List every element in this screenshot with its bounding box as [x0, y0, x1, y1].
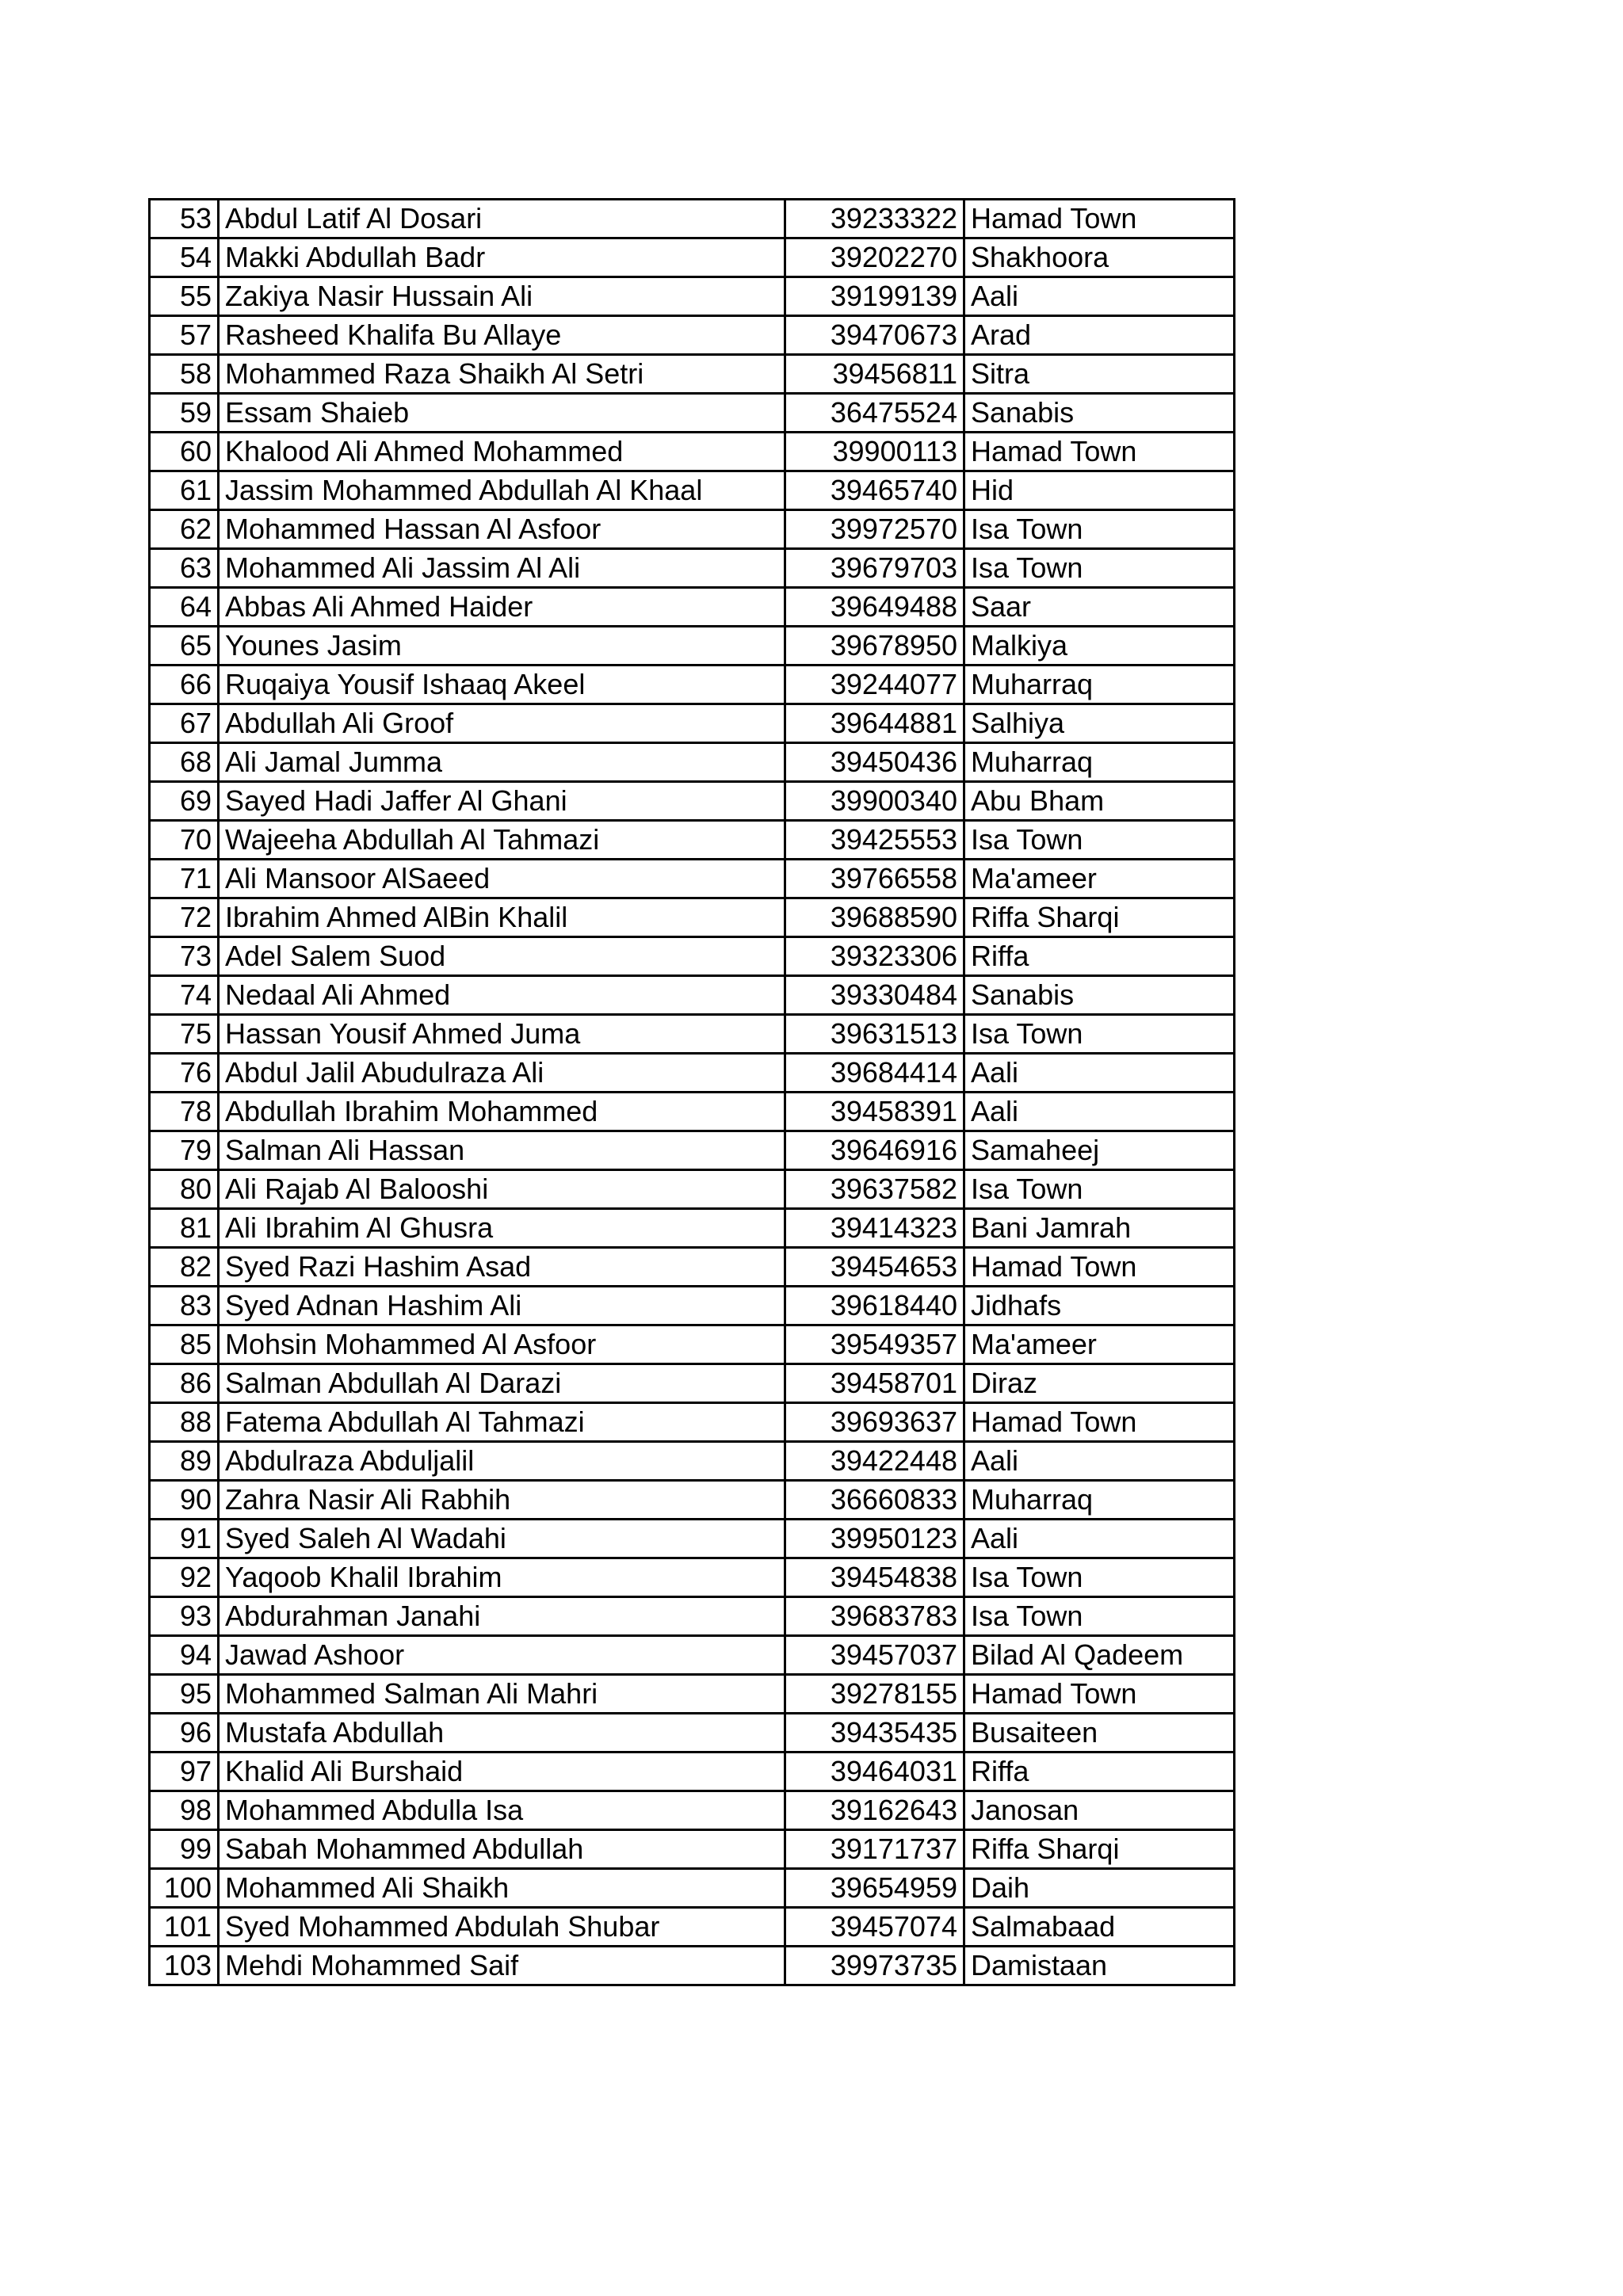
row-number-cell: 66 [150, 666, 219, 704]
name-cell: Jassim Mohammed Abdullah Al Khaal [219, 471, 785, 510]
name-cell: Mehdi Mohammed Saif [219, 1947, 785, 1985]
row-number-cell: 55 [150, 277, 219, 316]
table-row [150, 1753, 1235, 1791]
row-number-cell: 64 [150, 588, 219, 627]
area-cell: Busaiteen [964, 1714, 1235, 1753]
name-cell: Syed Adnan Hashim Ali [219, 1287, 785, 1325]
table-row [150, 1209, 1235, 1248]
table-row [150, 1248, 1235, 1287]
table-row [150, 1170, 1235, 1209]
name-cell: Nedaal Ali Ahmed [219, 976, 785, 1015]
phone-cell: 39644881 [785, 704, 964, 743]
name-cell: Adel Salem Suod [219, 937, 785, 976]
table-row [150, 860, 1235, 898]
row-number-cell: 98 [150, 1791, 219, 1830]
table-row [150, 782, 1235, 821]
name-cell: Mohammed Ali Shaikh [219, 1869, 785, 1908]
row-number-cell: 54 [150, 238, 219, 277]
phone-cell: 39171737 [785, 1830, 964, 1869]
row-number-cell: 58 [150, 355, 219, 394]
name-cell: Syed Saleh Al Wadahi [219, 1520, 785, 1558]
area-cell: Ma'ameer [964, 1325, 1235, 1364]
table-row [150, 433, 1235, 471]
table-row [150, 1636, 1235, 1675]
area-cell: Ma'ameer [964, 860, 1235, 898]
table-row [150, 704, 1235, 743]
row-number-cell: 57 [150, 316, 219, 355]
phone-cell: 39973735 [785, 1947, 964, 1985]
table-row [150, 238, 1235, 277]
area-cell: Hamad Town [964, 200, 1235, 238]
phone-cell: 39678950 [785, 627, 964, 666]
table-row [150, 510, 1235, 549]
name-cell: Mohammed Hassan Al Asfoor [219, 510, 785, 549]
row-number-cell: 74 [150, 976, 219, 1015]
table-row [150, 976, 1235, 1015]
phone-cell: 39202270 [785, 238, 964, 277]
phone-cell: 39618440 [785, 1287, 964, 1325]
table-row [150, 898, 1235, 937]
name-cell: Mohammed Ali Jassim Al Ali [219, 549, 785, 588]
area-cell: Shakhoora [964, 238, 1235, 277]
area-cell: Hamad Town [964, 1675, 1235, 1714]
name-cell: Wajeeha Abdullah Al Tahmazi [219, 821, 785, 860]
row-number-cell: 82 [150, 1248, 219, 1287]
row-number-cell: 62 [150, 510, 219, 549]
table-row [150, 1093, 1235, 1131]
row-number-cell: 72 [150, 898, 219, 937]
name-cell: Rasheed Khalifa Bu Allaye [219, 316, 785, 355]
phone-cell: 39454838 [785, 1558, 964, 1597]
area-cell: Muharraq [964, 1481, 1235, 1520]
table-row [150, 937, 1235, 976]
name-cell: Mustafa Abdullah [219, 1714, 785, 1753]
name-cell: Mohammed Abdulla Isa [219, 1791, 785, 1830]
phone-cell: 39278155 [785, 1675, 964, 1714]
area-cell: Hid [964, 471, 1235, 510]
table-row [150, 1364, 1235, 1403]
phone-cell: 39470673 [785, 316, 964, 355]
contact-list-sheet [148, 198, 1233, 1986]
area-cell: Sanabis [964, 976, 1235, 1015]
table-row [150, 355, 1235, 394]
table-row [150, 588, 1235, 627]
name-cell: Mohsin Mohammed Al Asfoor [219, 1325, 785, 1364]
name-cell: Abdul Jalil Abudulraza Ali [219, 1054, 785, 1093]
row-number-cell: 100 [150, 1869, 219, 1908]
name-cell: Zakiya Nasir Hussain Ali [219, 277, 785, 316]
table-row [150, 1054, 1235, 1093]
row-number-cell: 97 [150, 1753, 219, 1791]
row-number-cell: 65 [150, 627, 219, 666]
name-cell: Ali Mansoor AlSaeed [219, 860, 785, 898]
row-number-cell: 101 [150, 1908, 219, 1947]
name-cell: Khalid Ali Burshaid [219, 1753, 785, 1791]
area-cell: Samaheej [964, 1131, 1235, 1170]
area-cell: Aali [964, 1093, 1235, 1131]
table-row [150, 1947, 1235, 1985]
area-cell: Riffa Sharqi [964, 1830, 1235, 1869]
phone-cell: 39549357 [785, 1325, 964, 1364]
name-cell: Zahra Nasir Ali Rabhih [219, 1481, 785, 1520]
area-cell: Isa Town [964, 549, 1235, 588]
row-number-cell: 95 [150, 1675, 219, 1714]
phone-cell: 39684414 [785, 1054, 964, 1093]
phone-cell: 36475524 [785, 394, 964, 433]
phone-cell: 39646916 [785, 1131, 964, 1170]
area-cell: Muharraq [964, 743, 1235, 782]
table-row [150, 1869, 1235, 1908]
phone-cell: 39456811 [785, 355, 964, 394]
row-number-cell: 78 [150, 1093, 219, 1131]
area-cell: Bilad Al Qadeem [964, 1636, 1235, 1675]
area-cell: Salmabaad [964, 1908, 1235, 1947]
phone-cell: 39233322 [785, 200, 964, 238]
name-cell: Essam Shaieb [219, 394, 785, 433]
row-number-cell: 90 [150, 1481, 219, 1520]
name-cell: Mohammed Raza Shaikh Al Setri [219, 355, 785, 394]
phone-cell: 39323306 [785, 937, 964, 976]
area-cell: Riffa [964, 1753, 1235, 1791]
name-cell: Yaqoob Khalil Ibrahim [219, 1558, 785, 1597]
row-number-cell: 61 [150, 471, 219, 510]
phone-cell: 39458701 [785, 1364, 964, 1403]
name-cell: Jawad Ashoor [219, 1636, 785, 1675]
table-row [150, 1791, 1235, 1830]
area-cell: Aali [964, 277, 1235, 316]
table-row [150, 821, 1235, 860]
phone-cell: 39414323 [785, 1209, 964, 1248]
area-cell: Isa Town [964, 510, 1235, 549]
area-cell: Janosan [964, 1791, 1235, 1830]
phone-cell: 39679703 [785, 549, 964, 588]
name-cell: Ali Rajab Al Balooshi [219, 1170, 785, 1209]
phone-cell: 36660833 [785, 1481, 964, 1520]
row-number-cell: 67 [150, 704, 219, 743]
area-cell: Aali [964, 1054, 1235, 1093]
row-number-cell: 93 [150, 1597, 219, 1636]
phone-cell: 39457074 [785, 1908, 964, 1947]
row-number-cell: 92 [150, 1558, 219, 1597]
name-cell: Abdurahman Janahi [219, 1597, 785, 1636]
row-number-cell: 83 [150, 1287, 219, 1325]
phone-cell: 39654959 [785, 1869, 964, 1908]
phone-cell: 39972570 [785, 510, 964, 549]
contact-table-body [150, 200, 1235, 1985]
area-cell: Abu Bham [964, 782, 1235, 821]
name-cell: Ruqaiya Yousif Ishaaq Akeel [219, 666, 785, 704]
area-cell: Sitra [964, 355, 1235, 394]
name-cell: Mohammed Salman Ali Mahri [219, 1675, 785, 1714]
name-cell: Fatema Abdullah Al Tahmazi [219, 1403, 785, 1442]
phone-cell: 39766558 [785, 860, 964, 898]
table-row [150, 627, 1235, 666]
name-cell: Ali Ibrahim Al Ghusra [219, 1209, 785, 1248]
area-cell: Muharraq [964, 666, 1235, 704]
area-cell: Damistaan [964, 1947, 1235, 1985]
row-number-cell: 60 [150, 433, 219, 471]
phone-cell: 39950123 [785, 1520, 964, 1558]
phone-cell: 39683783 [785, 1597, 964, 1636]
area-cell: Jidhafs [964, 1287, 1235, 1325]
table-row [150, 200, 1235, 238]
table-row [150, 316, 1235, 355]
name-cell: Abbas Ali Ahmed Haider [219, 588, 785, 627]
area-cell: Isa Town [964, 1170, 1235, 1209]
table-row [150, 666, 1235, 704]
table-row [150, 1908, 1235, 1947]
area-cell: Arad [964, 316, 1235, 355]
table-row [150, 1597, 1235, 1636]
phone-cell: 39199139 [785, 277, 964, 316]
row-number-cell: 86 [150, 1364, 219, 1403]
name-cell: Syed Mohammed Abdulah Shubar [219, 1908, 785, 1947]
phone-cell: 39435435 [785, 1714, 964, 1753]
area-cell: Malkiya [964, 627, 1235, 666]
contact-table [148, 198, 1235, 1986]
table-row [150, 394, 1235, 433]
table-row [150, 1520, 1235, 1558]
area-cell: Daih [964, 1869, 1235, 1908]
table-row [150, 1131, 1235, 1170]
area-cell: Isa Town [964, 1015, 1235, 1054]
name-cell: Hassan Yousif Ahmed Juma [219, 1015, 785, 1054]
area-cell: Hamad Town [964, 1403, 1235, 1442]
area-cell: Riffa [964, 937, 1235, 976]
row-number-cell: 103 [150, 1947, 219, 1985]
row-number-cell: 80 [150, 1170, 219, 1209]
row-number-cell: 71 [150, 860, 219, 898]
area-cell: Isa Town [964, 1558, 1235, 1597]
name-cell: Abdullah Ibrahim Mohammed [219, 1093, 785, 1131]
phone-cell: 39422448 [785, 1442, 964, 1481]
name-cell: Abdullah Ali Groof [219, 704, 785, 743]
table-row [150, 471, 1235, 510]
phone-cell: 39688590 [785, 898, 964, 937]
row-number-cell: 79 [150, 1131, 219, 1170]
area-cell: Riffa Sharqi [964, 898, 1235, 937]
table-row [150, 1403, 1235, 1442]
row-number-cell: 59 [150, 394, 219, 433]
phone-cell: 39454653 [785, 1248, 964, 1287]
row-number-cell: 68 [150, 743, 219, 782]
row-number-cell: 99 [150, 1830, 219, 1869]
table-row [150, 1675, 1235, 1714]
phone-cell: 39631513 [785, 1015, 964, 1054]
phone-cell: 39693637 [785, 1403, 964, 1442]
phone-cell: 39450436 [785, 743, 964, 782]
row-number-cell: 96 [150, 1714, 219, 1753]
area-cell: Hamad Town [964, 1248, 1235, 1287]
row-number-cell: 75 [150, 1015, 219, 1054]
table-row [150, 1714, 1235, 1753]
area-cell: Hamad Town [964, 433, 1235, 471]
phone-cell: 39900340 [785, 782, 964, 821]
row-number-cell: 94 [150, 1636, 219, 1675]
area-cell: Diraz [964, 1364, 1235, 1403]
phone-cell: 39425553 [785, 821, 964, 860]
table-row [150, 743, 1235, 782]
phone-cell: 39900113 [785, 433, 964, 471]
name-cell: Sabah Mohammed Abdullah [219, 1830, 785, 1869]
phone-cell: 39330484 [785, 976, 964, 1015]
area-cell: Sanabis [964, 394, 1235, 433]
phone-cell: 39637582 [785, 1170, 964, 1209]
phone-cell: 39465740 [785, 471, 964, 510]
area-cell: Aali [964, 1442, 1235, 1481]
area-cell: Aali [964, 1520, 1235, 1558]
phone-cell: 39457037 [785, 1636, 964, 1675]
row-number-cell: 63 [150, 549, 219, 588]
row-number-cell: 85 [150, 1325, 219, 1364]
name-cell: Salman Ali Hassan [219, 1131, 785, 1170]
name-cell: Makki Abdullah Badr [219, 238, 785, 277]
area-cell: Isa Town [964, 1597, 1235, 1636]
name-cell: Sayed Hadi Jaffer Al Ghani [219, 782, 785, 821]
phone-cell: 39464031 [785, 1753, 964, 1791]
row-number-cell: 73 [150, 937, 219, 976]
table-row [150, 277, 1235, 316]
area-cell: Bani Jamrah [964, 1209, 1235, 1248]
area-cell: Salhiya [964, 704, 1235, 743]
name-cell: Abdul Latif Al Dosari [219, 200, 785, 238]
name-cell: Syed Razi Hashim Asad [219, 1248, 785, 1287]
name-cell: Salman Abdullah Al Darazi [219, 1364, 785, 1403]
name-cell: Abdulraza Abduljalil [219, 1442, 785, 1481]
table-row [150, 1481, 1235, 1520]
name-cell: Younes Jasim [219, 627, 785, 666]
name-cell: Khalood Ali Ahmed Mohammed [219, 433, 785, 471]
row-number-cell: 91 [150, 1520, 219, 1558]
row-number-cell: 53 [150, 200, 219, 238]
table-row [150, 1442, 1235, 1481]
phone-cell: 39649488 [785, 588, 964, 627]
area-cell: Saar [964, 588, 1235, 627]
row-number-cell: 88 [150, 1403, 219, 1442]
row-number-cell: 70 [150, 821, 219, 860]
table-row [150, 1830, 1235, 1869]
table-row [150, 1325, 1235, 1364]
table-row [150, 1558, 1235, 1597]
name-cell: Ibrahim Ahmed AlBin Khalil [219, 898, 785, 937]
phone-cell: 39458391 [785, 1093, 964, 1131]
row-number-cell: 81 [150, 1209, 219, 1248]
area-cell: Isa Town [964, 821, 1235, 860]
row-number-cell: 76 [150, 1054, 219, 1093]
table-row [150, 1287, 1235, 1325]
row-number-cell: 89 [150, 1442, 219, 1481]
name-cell: Ali Jamal Jumma [219, 743, 785, 782]
table-row [150, 1015, 1235, 1054]
table-row [150, 549, 1235, 588]
phone-cell: 39244077 [785, 666, 964, 704]
row-number-cell: 69 [150, 782, 219, 821]
phone-cell: 39162643 [785, 1791, 964, 1830]
